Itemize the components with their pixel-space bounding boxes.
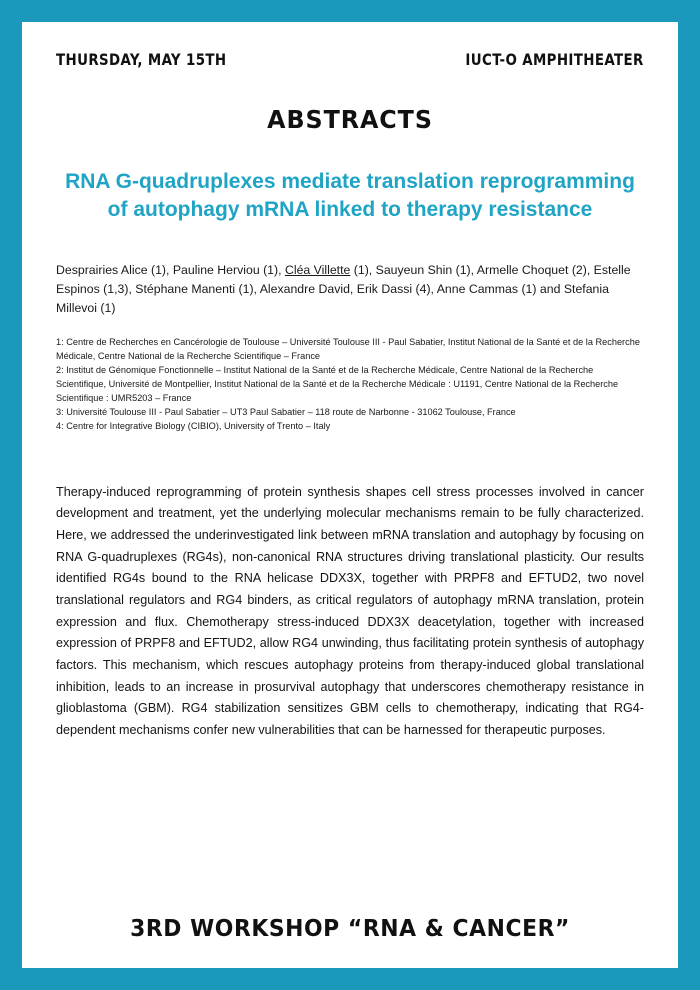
page-header: [56, 50, 644, 69]
footer-workshop-title: 3RD WORKSHOP “RNA & CANCER”: [130, 916, 570, 942]
abstract-text: Therapy-induced reprogramming of protein synthesis shapes cell stress processes involved in cancer development and treatment, yet the underlying molecular mechanisms remain to be fully characterized. Here, we addressed the underinvestigated link between mRNA translation and autophagy by focusing on RNA G-quadruplexes (RG4s), non-canonical RNA structures driving translational plasticity. Our results identified RG4s bound to the RNA helicase DDX3X, together with PRPF8 and EFTUD2, two novel translational regulators and RG4 binders, as critical regulators of autophagy mRNA translation, protein expression and flux. Chemotherapy stress-induced DDX3X deacetylation, together with increased expression of PRPF8 and EFTUD2, allow RG4 unwinding, thus facilitating protein synthesis of autophagy factors. This mechanism, which rescues autophagy proteins from therapy-induced global translational inhibition, leads to an increase in prosurvival autophagy that underscores chemotherapy resistance in glioblastoma (GBM). RG4 stabilization sensitizes GBM cells to chemotherapy, indicating that RG4-dependent mechanisms confer new vulnerabilities that can be harnessed for therapeutic purposes.: [56, 484, 644, 737]
affiliation-item: 4: Centre for Integrative Biology (CIBIO), University of Trento – Italy: [56, 420, 331, 431]
author-list: [56, 261, 644, 318]
affiliation-list: [56, 336, 644, 434]
authors-before-presenter: Desprairies Alice (1), Pauline Herviou (1),: [56, 262, 285, 277]
poster-page: [22, 22, 678, 968]
header-date: THURSDAY, MAY 15TH: [56, 50, 227, 69]
header-location: IUCT-O AMPHITHEATER: [465, 50, 644, 69]
presenting-author: Cléa Villette: [284, 262, 351, 277]
authors-after-presenter: (1), Sauyeun Shin (1), Armelle Choquet (2), Estelle Espinos (1,3), Stéphane Manenti (1), Alexandre David, Erik Dassi (4), Anne Cammas (1) and Stefania Millevoi (1): [56, 262, 631, 315]
talk-title-line-1: RNA G-quadruplexes mediate translation reprogramming: [65, 170, 635, 193]
affiliation-item: 2: Institut de Génomique Fonctionnelle – Institut National de la Santé et de la Recherche Médicale, Centre National de la Recherche Scientifique, Université de Montpellier, Institut National de la Santé et de la Recherche Médicale : U1191, Centre National de la Recherche Scientifique : UMR5203 – France: [56, 364, 619, 403]
talk-title-line-2: of autophagy mRNA linked to therapy resistance: [107, 198, 593, 222]
layout-spacer: [56, 742, 644, 916]
talk-title: [56, 168, 644, 225]
affiliation-item: 1: Centre de Recherches en Cancérologie de Toulouse – Université Toulouse III - Paul Sabatier, Institut National de la Santé et de la Recherche Médicale, Centre National de la Recherche Scientifique – France: [56, 336, 640, 361]
page-title: ABSTRACTS: [267, 105, 433, 134]
affiliation-item: 3: Université Toulouse III - Paul Sabatier – UT3 Paul Sabatier – 118 route de Narbonne - 31062 Toulouse, France: [56, 406, 516, 417]
